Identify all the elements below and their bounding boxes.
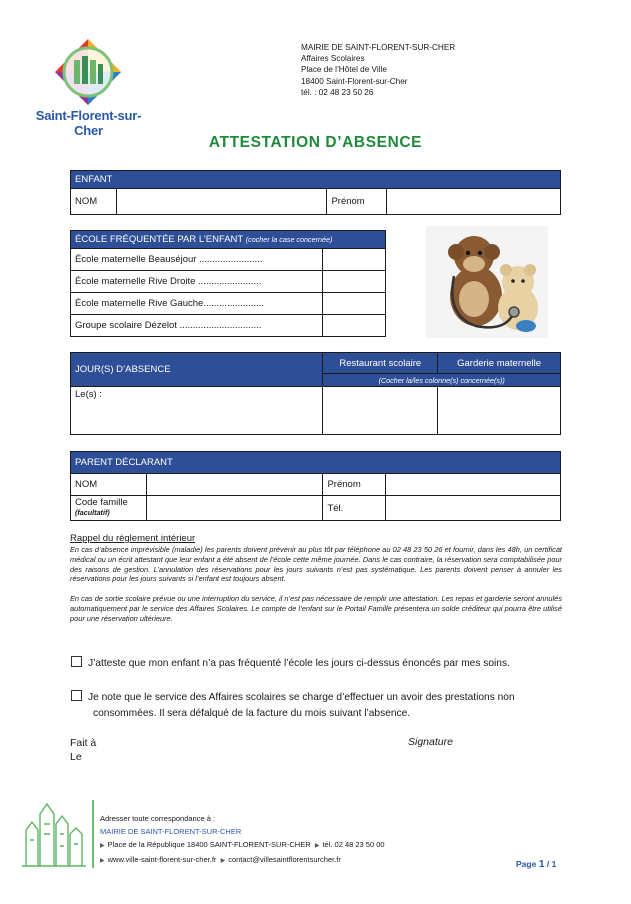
school-checkbox[interactable]: [323, 271, 386, 293]
parent-prenom-label: Prénom: [323, 474, 386, 496]
teddy-bears-icon: [426, 226, 548, 338]
code-famille-label-cell: [71, 496, 147, 521]
rappel-paragraph-2: En cas de sortie scolaire prévue ou une interruption du service, il n’est pas nécessaire de remplir une attestation. Les repas et garderie seront annulés automatiquement par le service des Affaires Scolaires. Le compte de l’enfant sur le Portail Famille présentera un solde créditeur qui pourra être utilisé pour une réservation ultérieure.: [70, 594, 562, 623]
tel-field[interactable]: [386, 496, 561, 521]
jours-table: [70, 352, 561, 435]
logo-emblem-icon: [26, 36, 151, 108]
reglement-reminder: [70, 533, 562, 624]
castle-icon: [20, 800, 90, 868]
ecole-header-note: (cocher la case concernée): [245, 235, 333, 244]
phone-line: tél. : 02 48 23 50 26: [301, 87, 374, 97]
garderie-col-header: Garderie maternelle: [438, 353, 561, 374]
school-label: École maternelle Rive Droite ........................: [71, 271, 323, 293]
le-label: Le: [70, 751, 82, 763]
school-checkbox[interactable]: [323, 315, 386, 337]
enfant-nom-label: NOM: [71, 189, 117, 215]
parent-prenom-field[interactable]: [386, 474, 561, 496]
attestation-checkbox[interactable]: [71, 656, 82, 667]
page-separator: /: [546, 859, 550, 869]
attestation-check-text: J’atteste que mon enfant n’a pas fréquenté l’école les jours ci-dessus énoncés par mes soins.: [88, 658, 510, 669]
arrow-icon: ▶: [100, 843, 105, 849]
footer-address-line: [100, 838, 385, 853]
ecole-header-label: ÉCOLE FRÉQUENTÉE PAR L’ENFANT: [75, 234, 244, 245]
fait-block: [70, 736, 96, 764]
rappel-paragraph-1: En cas d’absence imprévisible (maladie) les parents doivent prévenir au plus tôt par téléphone au 02 48 23 50 26 et fournir, dans les 48h, un certificat médical ou un écrit attestant que leur enfant a été absent de l’école cette même journée. Dans le cas contraire, la réservation sera comptabilisée pour des raisons de gestion. L’annulation des réservations pour les jours suivants n’est pas systématique. Les parents doivent penser à annuler les réservations pour les jours suivants si l’enfant est toujours absent.: [70, 545, 562, 584]
footer-tel: tél. 02 48 23 50 00: [322, 840, 385, 849]
town-logo: [26, 36, 156, 138]
code-famille-field[interactable]: [146, 496, 323, 521]
page-total: 1: [551, 859, 557, 869]
code-famille-label: Code famille: [75, 497, 128, 508]
enfant-prenom-label: Prénom: [327, 189, 387, 215]
footer-divider: [92, 800, 94, 868]
teddy-doctor-image: [426, 226, 548, 338]
fait-a-label: Fait à: [70, 737, 97, 749]
footer-logo: [20, 800, 90, 868]
footer-address: Place de la République 18400 SAINT-FLORENT-SUR-CHER: [107, 840, 311, 849]
footer-intro: Adresser toute correspondance à :: [100, 814, 216, 823]
school-checkbox[interactable]: [323, 293, 386, 315]
arrow-icon: ▶: [314, 843, 320, 849]
jours-dates-field[interactable]: [71, 387, 323, 435]
code-famille-note: (facultatif): [75, 508, 110, 517]
parent-nom-label: NOM: [71, 474, 147, 496]
avoir-check-row: [71, 690, 566, 722]
school-checkbox[interactable]: [323, 249, 386, 271]
parent-nom-field[interactable]: [146, 474, 323, 496]
arrow-icon: ▶: [100, 858, 105, 864]
logo-text: Saint-Florent-sur-Cher: [35, 108, 142, 138]
document-title: ATTESTATION D’ABSENCE: [208, 134, 423, 151]
parent-table: [70, 451, 561, 521]
signature-label: Signature: [408, 736, 453, 748]
page-number: [516, 858, 556, 870]
page-current: 1: [538, 858, 545, 870]
parent-header: PARENT DÉCLARANT: [71, 452, 561, 474]
service-name: Affaires Scolaires: [301, 54, 365, 64]
avoir-check-text-2: consommées. Il sera défalqué de la facture du mois suivant l’absence.: [93, 708, 411, 719]
school-label: École maternelle Beauséjour ........................: [71, 249, 323, 271]
tel-label: Tél.: [323, 496, 386, 521]
footer-email-link[interactable]: contact@villesaintflorentsurcher.fr: [228, 855, 341, 864]
ecole-table: [70, 230, 386, 337]
mairie-name: MAIRIE DE SAINT-FLORENT-SUR-CHER: [301, 43, 456, 52]
cols-note: (Cocher la/les colonne(s) concernée(s)): [323, 374, 561, 387]
enfant-nom-field[interactable]: [116, 189, 326, 215]
page-label: Page: [516, 859, 537, 869]
avoir-check-text-1: Je note que le service des Affaires scolaires se charge d’effectuer un avoir des prestations non: [88, 692, 515, 703]
restaurant-checkbox-cell[interactable]: [323, 387, 438, 435]
footer-website-link[interactable]: www.ville-saint-florent-sur-cher.fr: [107, 855, 217, 864]
enfant-prenom-field[interactable]: [387, 189, 561, 215]
restaurant-col-header: Restaurant scolaire: [323, 353, 438, 374]
footer-mairie: MAIRIE DE SAINT-FLORENT-SUR-CHER: [100, 827, 242, 836]
mairie-address-block: [301, 42, 455, 98]
address-line-1: Place de l’Hôtel de Ville: [301, 65, 387, 75]
school-label: École maternelle Rive Gauche.......................: [71, 293, 323, 315]
rappel-title: Rappel du règlement intérieur: [70, 533, 196, 544]
school-label: Groupe scolaire Dézelot ...............................: [71, 315, 323, 337]
avoir-checkbox[interactable]: [71, 690, 82, 701]
arrow-icon: ▶: [220, 858, 226, 864]
footer-web-line: [100, 853, 385, 868]
address-line-2: 18400 Saint-Florent-sur-Cher: [301, 76, 408, 86]
enfant-table: [70, 170, 561, 215]
ecole-header: [71, 231, 386, 249]
enfant-header: ENFANT: [71, 171, 561, 189]
les-label: Le(s) :: [75, 389, 102, 400]
garderie-checkbox-cell[interactable]: [438, 387, 561, 435]
jours-header: JOUR(S) D’ABSENCE: [71, 353, 323, 387]
attestation-check-row: [71, 656, 510, 672]
footer-contact: [100, 812, 385, 868]
